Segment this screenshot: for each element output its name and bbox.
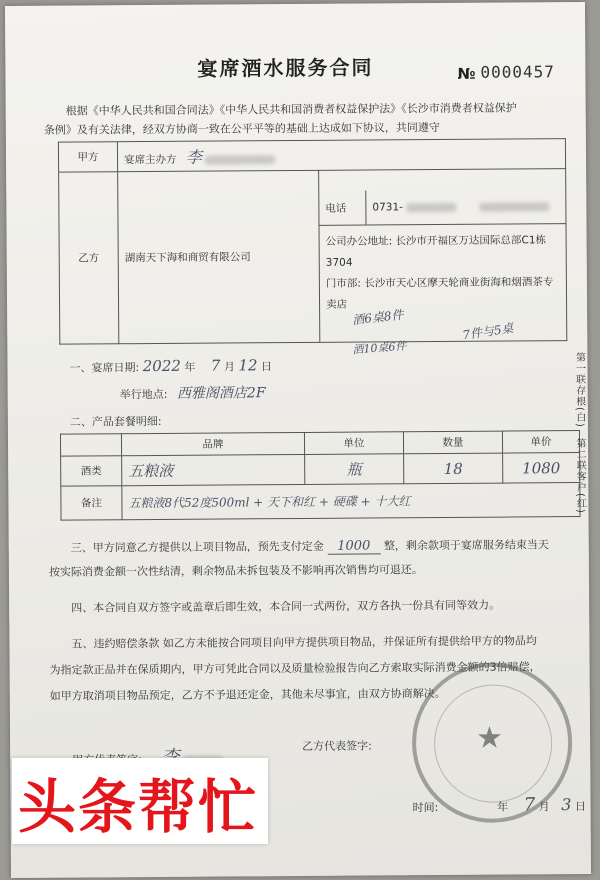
intro-line-2: 条例》及有关法律，经双方协商一致在公平平等的基础上达成如下协议，共同遵守 <box>43 121 440 137</box>
row-wine-unit: 瓶 <box>305 454 404 485</box>
section-5-line-3: 如甲方取消项目物品预定，乙方不予退还定金，其他未尽事宜，由双方协商解决。 <box>49 686 446 703</box>
party-a-cell <box>117 139 565 172</box>
handwritten-note-1: 酒6桌8件 <box>351 307 405 328</box>
row-note-handwritten: 五粮液8代52度500ml + 天下和红 + 硬碟 + 十大红 <box>122 483 580 520</box>
header-blank <box>60 434 121 456</box>
banquet-date-label: 一、宴席日期: <box>69 361 140 375</box>
party-a-label: 甲方 <box>58 142 117 172</box>
phone-cell <box>366 189 566 224</box>
redacted-name <box>205 155 275 164</box>
section-5-line-1: 五、违约赔偿条款 如乙方未能按合同项目向甲方提供项目物品，并保证所有提供给甲方的物品均 <box>71 634 537 651</box>
date-month-handwritten: 7 <box>523 794 536 816</box>
section-3-text-a: 三、甲方同意乙方提供以上项目物品，预先支付定金 <box>70 539 324 555</box>
intro-line-1: 根据《中华人民共和国合同法》《中华人民共和国消费者权益保护法》《长沙市消费者权益保护 <box>65 101 517 118</box>
header-brand: 品牌 <box>121 432 304 455</box>
banquet-year-unit: 年 <box>184 360 196 374</box>
product-table <box>60 430 581 521</box>
banquet-date-row <box>69 356 272 375</box>
section-4: 四、本合同自双方签字或盖章后即生效，本合同一式两份，双方各执一份具有同等效力。 <box>71 598 501 615</box>
party-b-signature-label: 乙方代表签字: <box>302 739 372 753</box>
handwritten-note-3: 7件与5桌 <box>461 320 515 343</box>
parties-table <box>58 138 567 345</box>
row-wine-label: 酒类 <box>61 456 122 486</box>
store-label: 门市部: <box>325 277 361 290</box>
address-cell <box>320 223 567 321</box>
section-3-text-b: 整，剩余款项于宴席服务结束当天 <box>383 538 549 553</box>
section-3-line-2: 按实际消费金额一次性结清，剩余物品未拆包装及不影响再次销售均可退还。 <box>48 563 423 579</box>
section-3-line-1 <box>71 536 549 555</box>
date-day-handwritten: 3 <box>561 795 572 815</box>
banquet-day-unit: 日 <box>260 360 273 374</box>
venue-row <box>120 382 266 403</box>
contract-title: 宴席酒水服务合同 <box>197 55 374 81</box>
redacted-phone-2 <box>480 202 550 211</box>
redacted-phone <box>406 202 456 211</box>
side-note-stub: 第一联存根(白) <box>573 351 585 428</box>
banquet-month-handwritten: 7 <box>210 356 221 375</box>
store-address: 长沙市天心区摩天轮商业街海和烟酒茶专卖店 <box>326 275 554 311</box>
side-note-customer: 第二联客户(红) <box>573 437 586 514</box>
contract-number: 0000457 <box>480 62 555 82</box>
section-5-line-2: 为指定款正品并在保质期内，甲方可凭此合同以及质量检验报告向乙方索取实际消费金额的3倍赔偿， <box>49 660 541 677</box>
date-year-unit: 年 <box>497 800 509 814</box>
seal-star-icon: ★ <box>475 720 504 756</box>
deposit-handwritten: 1000 <box>327 538 380 554</box>
row-note-label: 备注 <box>61 486 122 520</box>
handwritten-note-2: 酒10桌6件 <box>351 339 407 357</box>
header-price: 单价 <box>502 431 579 454</box>
row-wine-price: 1080 <box>503 453 580 484</box>
office-address-label: 公司办公地址: <box>325 235 393 248</box>
watermark-text: 头条帮忙 <box>18 773 259 841</box>
phone-value: 0731- <box>372 201 403 214</box>
banquet-year-handwritten: 2022 <box>142 356 181 376</box>
venue-handwritten: 西雅阁酒店2F <box>176 385 266 402</box>
contract-paper <box>5 2 591 878</box>
party-a-name-handwritten: 李 <box>185 147 202 167</box>
contract-number-label: № <box>457 64 476 83</box>
office-address: 长沙市开福区万达国际总部C1栋3704 <box>325 234 547 269</box>
date-label: 时间: <box>412 801 439 815</box>
banquet-day-handwritten: 12 <box>238 356 258 375</box>
party-b-label: 乙方 <box>59 172 119 344</box>
date-row <box>412 794 586 816</box>
section-2-label: 二、产品套餐明细: <box>69 414 162 429</box>
venue-label: 举行地点: <box>119 387 168 402</box>
intro-paragraph <box>43 98 566 139</box>
row-wine-brand: 五粮液 <box>122 454 305 485</box>
row-wine-qty: 18 <box>404 453 503 484</box>
header-unit: 单位 <box>304 432 403 455</box>
party-b-name: 湖南天下海和商贸有限公司 <box>118 170 320 343</box>
date-day-unit: 日 <box>574 799 586 814</box>
watermark-logo <box>12 758 268 844</box>
date-month-unit: 月 <box>538 800 550 814</box>
phone-label: 电话 <box>319 191 366 225</box>
header-qty: 数量 <box>403 431 502 454</box>
banquet-month-unit: 月 <box>223 360 235 374</box>
party-a-role: 宴席主办方 <box>124 153 177 167</box>
